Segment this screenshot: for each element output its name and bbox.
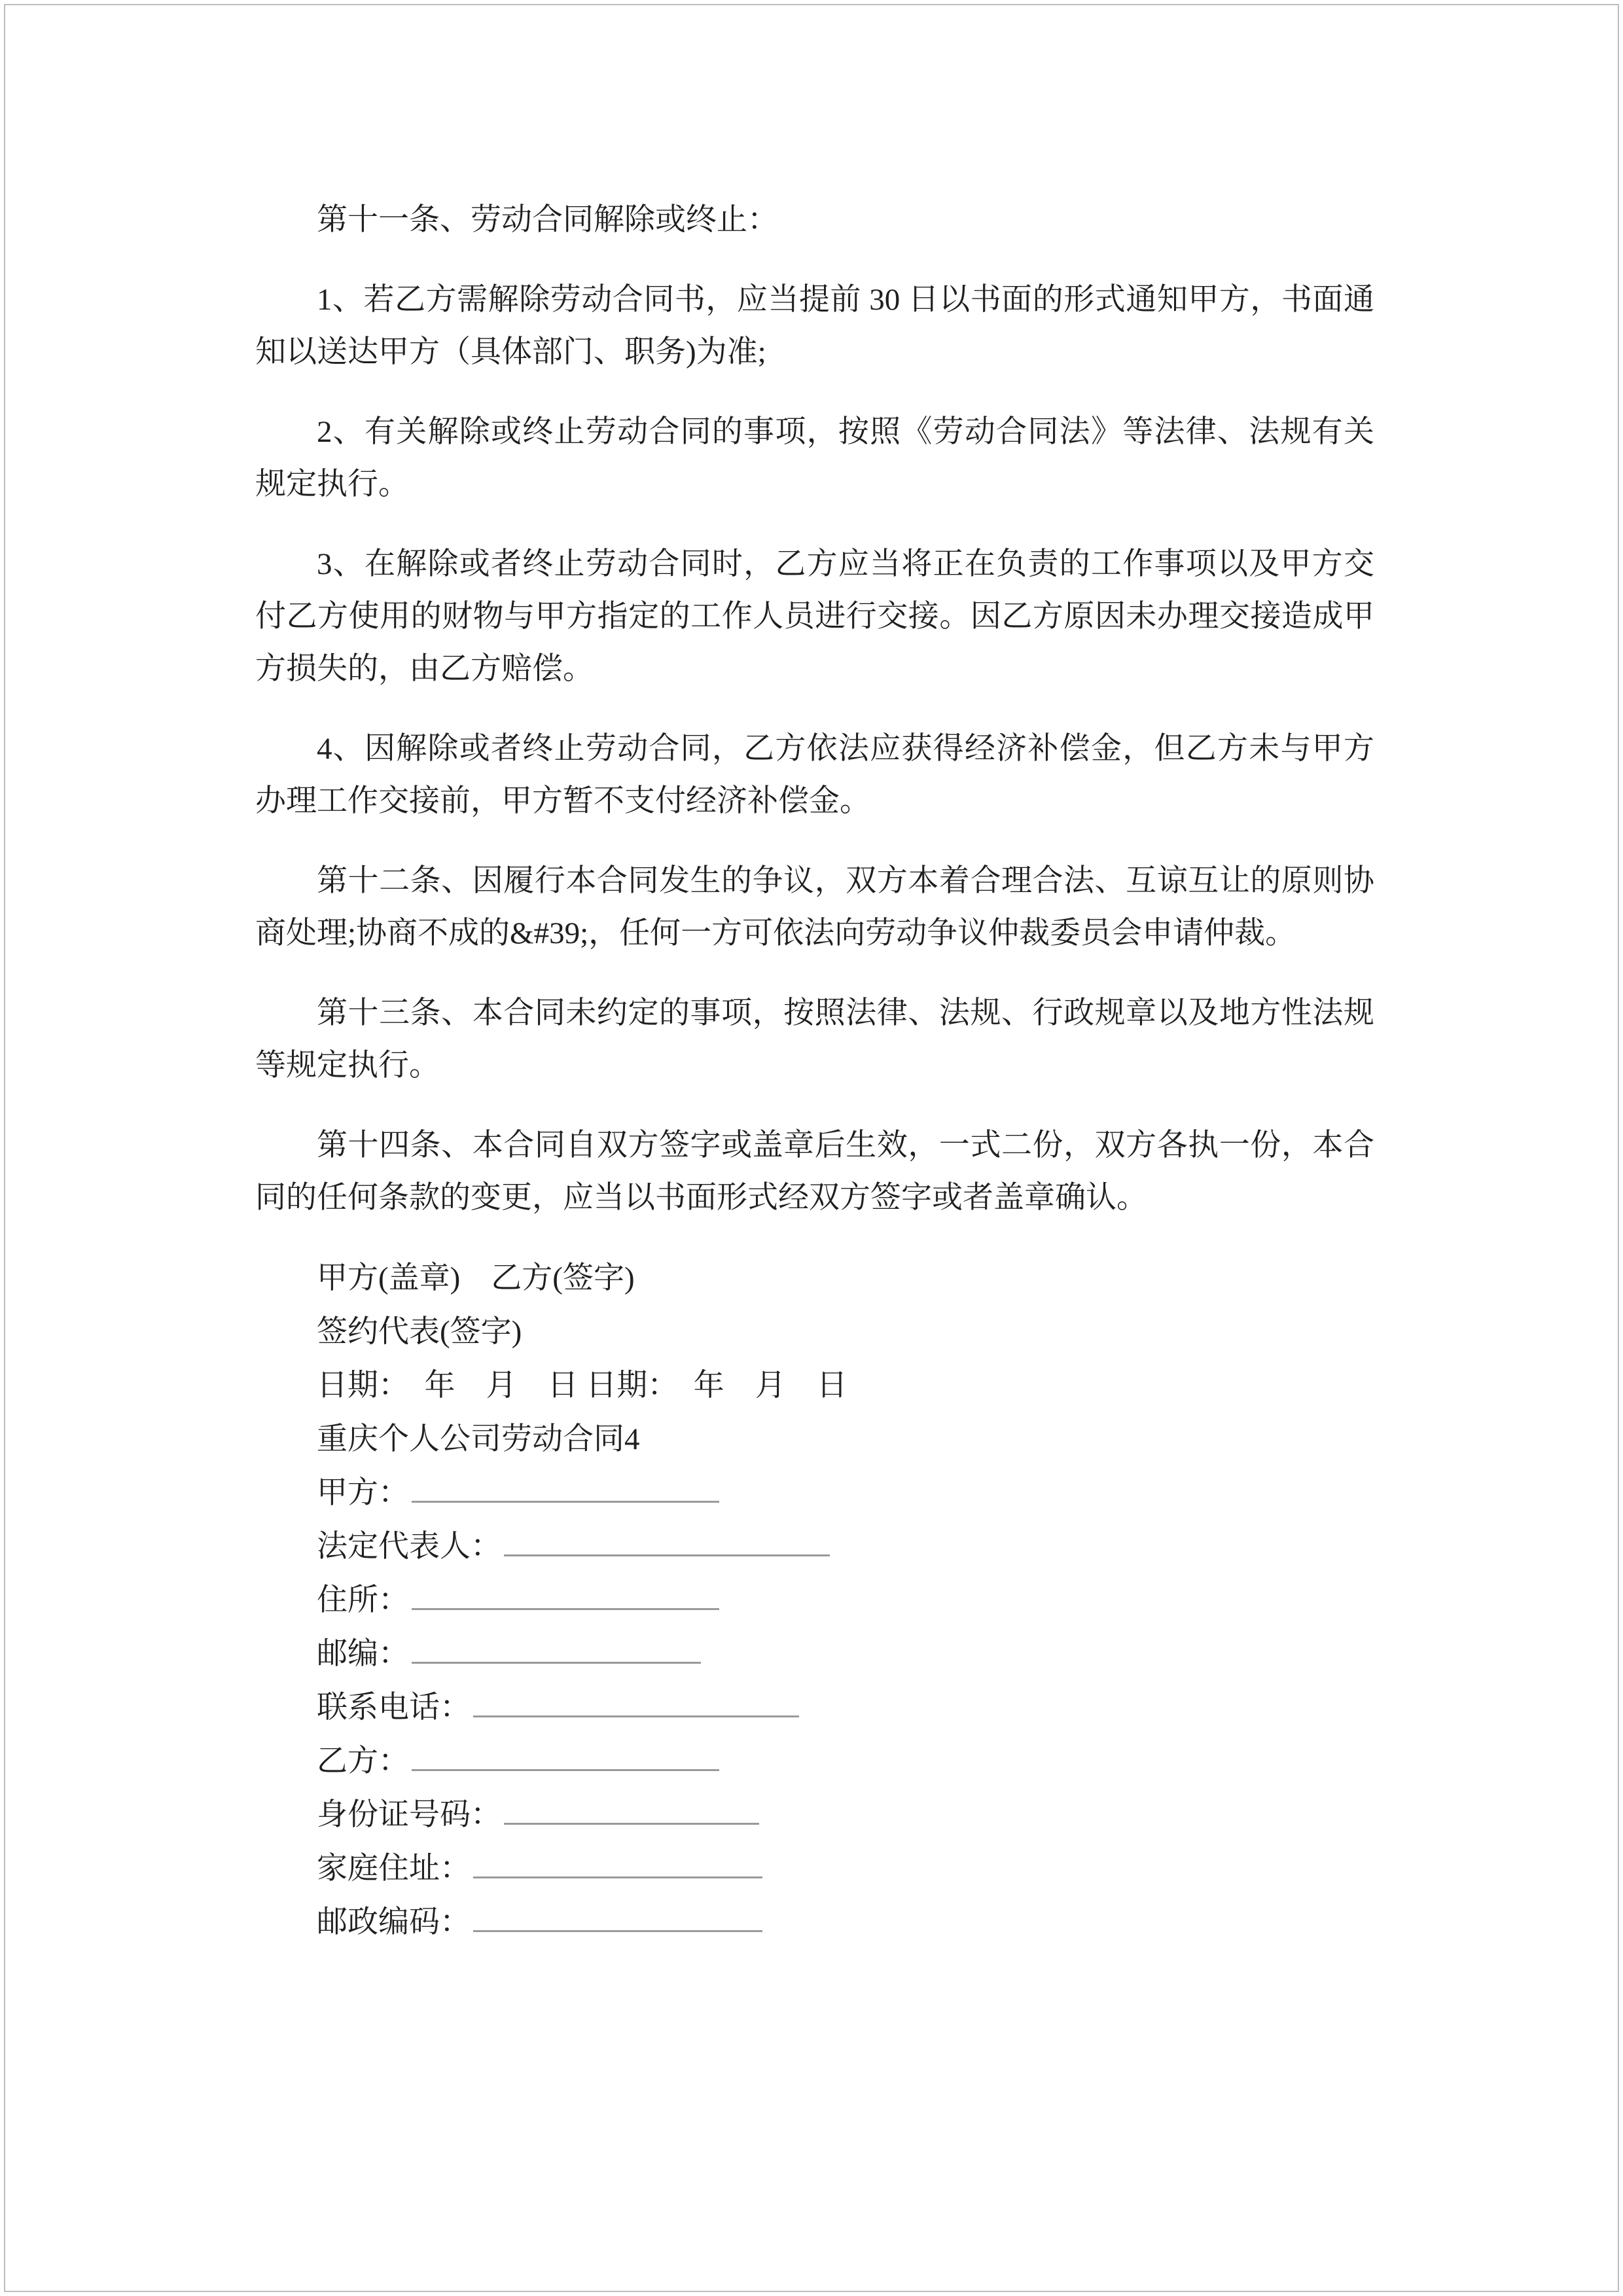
- form-field-row: [255, 1788, 1374, 1842]
- clause-paragraph: 3、在解除或者终止劳动合同时，乙方应当将正在负责的工作事项以及甲方交付乙方使用的财物与甲方指定的工作人员进行交接。因乙方原因未办理交接造成甲方损失的，由乙方赔偿。: [255, 547, 1374, 686]
- field-label: 法定代表人：: [317, 1530, 501, 1564]
- field-label: 联系电话：: [317, 1691, 471, 1725]
- clause-paragraph: 1、若乙方需解除劳动合同书，应当提前 30 日以书面的形式通知甲方，书面通知以送达甲方（具体部门、职务)为准;: [255, 283, 1374, 369]
- clause-paragraph: 2、有关解除或终止劳动合同的事项，按照《劳动合同法》等法律、法规有关规定执行。: [255, 415, 1374, 501]
- signature-date-line: 日期： 年 月 日 日期： 年 月 日: [317, 1369, 847, 1403]
- form-field-row: [255, 1466, 1374, 1520]
- blank-underline: [473, 1901, 762, 1932]
- field-label: 乙方：: [317, 1744, 409, 1778]
- clause-paragraph: 第十二条、因履行本合同发生的争议，双方本着合理合法、互谅互让的原则协商处理;协商不成的&#39;，任何一方可依法向劳动争议仲裁委员会申请仲裁。: [255, 864, 1374, 950]
- signature-parties-line: 甲方(盖章) 乙方(签字): [317, 1261, 635, 1295]
- field-label: 甲方：: [317, 1476, 409, 1510]
- blank-underline: [412, 1579, 719, 1610]
- form-field-row: [255, 1734, 1374, 1788]
- document-page: [4, 4, 1619, 2292]
- signature-representative-line: 签约代表(签字): [317, 1315, 522, 1349]
- field-label: 住所：: [317, 1583, 409, 1617]
- blank-underline: [412, 1632, 701, 1664]
- form-field-row: [255, 1520, 1374, 1573]
- blank-underline: [412, 1471, 719, 1503]
- form-field-row: [255, 1681, 1374, 1734]
- clause-paragraph: 4、因解除或者终止劳动合同，乙方依法应获得经济补偿金，但乙方未与甲方办理工作交接前，甲方暂不支付经济补偿金。: [255, 732, 1374, 818]
- contract-subtitle: 重庆个人公司劳动合同4: [317, 1422, 640, 1456]
- blank-underline: [504, 1525, 830, 1556]
- field-label: 家庭住址：: [317, 1852, 471, 1886]
- blank-underline: [473, 1847, 762, 1878]
- blank-underline: [473, 1686, 799, 1717]
- form-field-row: [255, 1895, 1374, 1949]
- field-label: 邮编：: [317, 1637, 409, 1671]
- form-field-row: [255, 1842, 1374, 1895]
- form-field-row: [255, 1627, 1374, 1681]
- contract-body: [5, 5, 1618, 1949]
- clause-heading: 第十一条、劳动合同解除或终止：: [317, 203, 778, 237]
- form-field-row: [255, 1573, 1374, 1627]
- blank-underline: [504, 1793, 759, 1825]
- field-label: 身份证号码：: [317, 1798, 501, 1832]
- clause-paragraph: 第十四条、本合同自双方签字或盖章后生效，一式二份，双方各执一份，本合同的任何条款的变更，应当以书面形式经双方签字或者盖章确认。: [255, 1128, 1374, 1215]
- field-label: 邮政编码：: [317, 1905, 471, 1939]
- clause-paragraph: 第十三条、本合同未约定的事项，按照法律、法规、行政规章以及地方性法规等规定执行。: [255, 996, 1374, 1083]
- blank-underline: [412, 1740, 719, 1771]
